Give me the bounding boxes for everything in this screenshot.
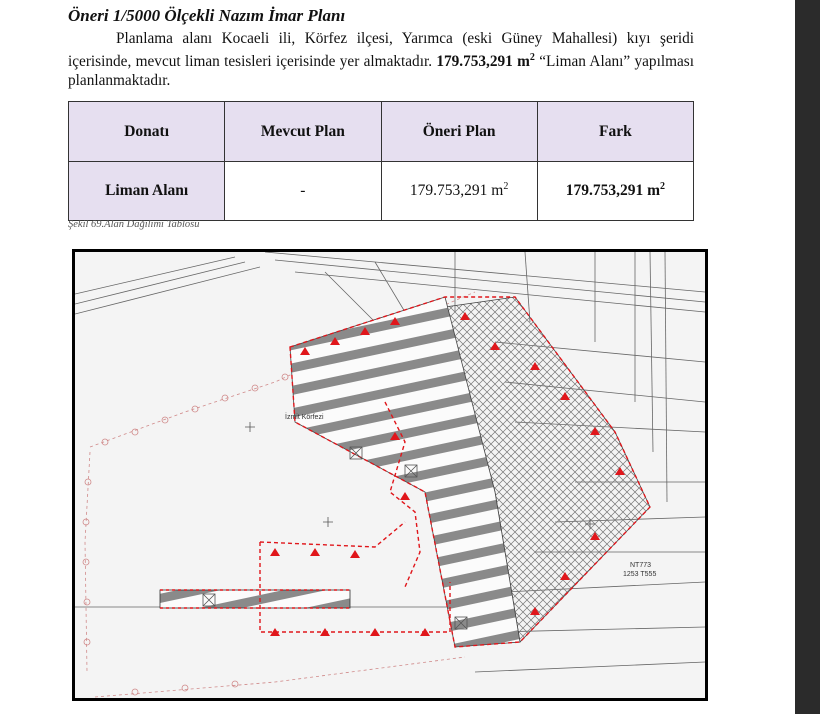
area-value: 179.753,291 $m^2$ — [436, 52, 535, 71]
col-header-mevcut: Mevcut Plan — [225, 102, 381, 162]
zoning-plan-map — [72, 249, 708, 701]
table-header-row — [69, 102, 694, 162]
cell-oneri: 179.753,291 $m^2$ — [381, 162, 537, 221]
area-distribution-table — [68, 101, 694, 221]
window-edge-bar — [795, 0, 820, 714]
paragraph-text-2: “Liman Alanı” yapılması planlanmaktadır. — [68, 53, 694, 90]
cell-donati: Liman Alanı — [69, 162, 225, 221]
plan-drawing — [75, 252, 705, 698]
figure-caption: Şekil 69.Alan Dağılımı Tablosu — [68, 219, 200, 230]
paragraph-text-1: Planlama alanı Kocaeli ili, Körfez ilçesi, Yarımca (eski Güney Mahallesi) kıyı şeridi içerisinde, mevcut liman tesisleri içerisinde yer almaktadır. — [68, 30, 694, 71]
cell-mevcut: - — [225, 162, 381, 221]
pier — [160, 590, 350, 608]
col-header-fark: Fark — [537, 102, 693, 162]
map-label-parcel: NT773 — [630, 562, 652, 569]
map-label-izmit: İzmit Körfezi — [285, 414, 324, 421]
col-header-oneri: Öneri Plan — [381, 102, 537, 162]
cell-fark: 179.753,291 $m^2$ — [537, 162, 693, 221]
col-header-donati: Donatı — [69, 102, 225, 162]
section-heading: Öneri 1/5000 Ölçekli Nazım İmar Planı — [68, 6, 346, 25]
intro-paragraph — [68, 29, 694, 90]
table-row — [69, 162, 694, 221]
map-label-parcel-code: 1253 T555 — [623, 571, 657, 578]
